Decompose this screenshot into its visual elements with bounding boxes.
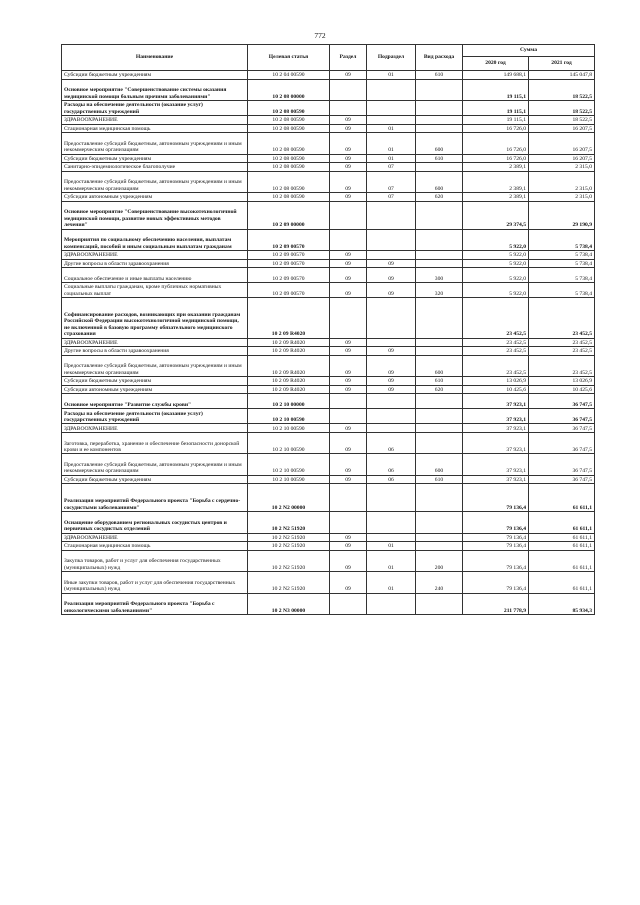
row-name-cell: Социальное обеспечение и иные выплаты населению xyxy=(62,268,248,283)
row-2021-cell: 16 207,5 xyxy=(529,133,595,154)
row-expense-type-cell xyxy=(416,298,463,339)
row-section-cell: 09 xyxy=(330,433,367,454)
row-2021-cell: 2 315,0 xyxy=(529,163,595,172)
row-2021-cell: 85 934,3 xyxy=(529,593,595,614)
row-name-cell: Субсидии бюджетным учреждениям xyxy=(62,377,248,386)
row-section-cell: 09 xyxy=(330,542,367,551)
row-2021-cell: 36 747,5 xyxy=(529,424,595,433)
row-expense-type-cell xyxy=(416,424,463,433)
row-section-cell: 09 xyxy=(330,124,367,133)
table-row xyxy=(62,385,595,394)
row-target-cell: 10 2 N2 51920 xyxy=(248,542,330,551)
table-row xyxy=(62,79,595,100)
row-2021-cell: 23 452,5 xyxy=(529,355,595,376)
row-name-cell: Стационарная медицинская помощь xyxy=(62,124,248,133)
row-2020-cell: 19 115,1 xyxy=(463,79,529,100)
header-target: Целевая статья xyxy=(248,45,330,71)
row-subsection-cell xyxy=(367,79,416,100)
row-name-cell: Мероприятия по социальному обеспечению населения, выплатам компенсаций, пособий и иным социальным выплатам гражданам xyxy=(62,229,248,250)
row-expense-type-cell: 320 xyxy=(416,283,463,298)
row-section-cell: 09 xyxy=(330,268,367,283)
row-name-cell: Закупка товаров, работ и услуг для обеспечения государственных (муниципальных) нужд xyxy=(62,550,248,571)
row-2021-cell: 2 315,0 xyxy=(529,193,595,202)
row-subsection-cell xyxy=(367,250,416,259)
row-section-cell xyxy=(330,593,367,614)
row-name-cell: Расходы на обеспечение деятельности (оказание услуг) государственных учреждений xyxy=(62,409,248,424)
row-subsection-cell: 06 xyxy=(367,475,416,484)
row-2020-cell: 5 922,0 xyxy=(463,283,529,298)
row-target-cell: 10 2 08 00000 xyxy=(248,79,330,100)
row-subsection-cell xyxy=(367,298,416,339)
table-row xyxy=(62,572,595,593)
row-expense-type-cell: 600 xyxy=(416,171,463,192)
row-name-cell: ЗДРАВООХРАНЕНИЕ xyxy=(62,338,248,347)
row-expense-type-cell xyxy=(416,250,463,259)
row-expense-type-cell xyxy=(416,115,463,124)
table-row xyxy=(62,259,595,268)
row-expense-type-cell xyxy=(416,433,463,454)
row-section-cell: 09 xyxy=(330,475,367,484)
row-2020-cell: 23 452,5 xyxy=(463,298,529,339)
row-2020-cell: 37 923,1 xyxy=(463,394,529,409)
row-name-cell: Предоставление субсидий бюджетным, автономным учреждениям и иным некоммерческим организациям xyxy=(62,133,248,154)
row-subsection-cell xyxy=(367,533,416,542)
row-2020-cell: 5 922,0 xyxy=(463,268,529,283)
header-name: Наименование xyxy=(62,45,248,71)
row-2020-cell: 79 136,4 xyxy=(463,542,529,551)
row-subsection-cell xyxy=(367,512,416,533)
row-expense-type-cell xyxy=(416,163,463,172)
row-subsection-cell: 09 xyxy=(367,385,416,394)
row-2020-cell: 79 136,4 xyxy=(463,572,529,593)
row-name-cell: Предоставление субсидий бюджетным, автономным учреждениям и иным некоммерческим организациям xyxy=(62,355,248,376)
row-subsection-cell: 06 xyxy=(367,433,416,454)
table-row xyxy=(62,484,595,512)
row-expense-type-cell xyxy=(416,229,463,250)
row-subsection-cell xyxy=(367,409,416,424)
row-expense-type-cell xyxy=(416,512,463,533)
page-number: 772 xyxy=(314,31,326,40)
row-expense-type-cell: 610 xyxy=(416,154,463,163)
row-name-cell: Оснащение оборудованием региональных сосудистых центров и первичных сосудистых отделений xyxy=(62,512,248,533)
row-2021-cell: 61 611,1 xyxy=(529,550,595,571)
row-subsection-cell: 07 xyxy=(367,193,416,202)
header-expense-type: Вид расхода xyxy=(416,45,463,71)
row-2021-cell: 61 611,1 xyxy=(529,484,595,512)
row-2021-cell: 61 611,1 xyxy=(529,533,595,542)
row-2021-cell: 18 522,5 xyxy=(529,79,595,100)
row-expense-type-cell xyxy=(416,409,463,424)
row-section-cell xyxy=(330,100,367,115)
table-row xyxy=(62,201,595,229)
table-row xyxy=(62,171,595,192)
row-2020-cell: 37 923,1 xyxy=(463,424,529,433)
row-expense-type-cell xyxy=(416,347,463,356)
row-expense-type-cell xyxy=(416,394,463,409)
row-subsection-cell: 09 xyxy=(367,347,416,356)
row-name-cell: Реализация мероприятий Федерального проекта "Борьба с онкологическими заболеваниями" xyxy=(62,593,248,614)
row-2021-cell: 16 207,5 xyxy=(529,124,595,133)
row-target-cell: 10 2 09 R4020 xyxy=(248,347,330,356)
header-2020: 2020 год xyxy=(463,57,529,71)
table-row xyxy=(62,424,595,433)
row-2020-cell: 29 374,5 xyxy=(463,201,529,229)
row-2021-cell: 5 738,4 xyxy=(529,229,595,250)
row-section-cell: 09 xyxy=(330,283,367,298)
row-2020-cell: 5 922,0 xyxy=(463,259,529,268)
table-row xyxy=(62,298,595,339)
row-subsection-cell: 09 xyxy=(367,268,416,283)
table-body xyxy=(62,71,595,615)
table-row xyxy=(62,394,595,409)
row-2020-cell: 5 922,0 xyxy=(463,229,529,250)
row-2020-cell: 79 136,4 xyxy=(463,512,529,533)
row-2021-cell: 36 747,5 xyxy=(529,409,595,424)
row-2020-cell: 19 115,1 xyxy=(463,115,529,124)
row-expense-type-cell: 300 xyxy=(416,268,463,283)
row-expense-type-cell xyxy=(416,201,463,229)
row-section-cell: 09 xyxy=(330,385,367,394)
row-2021-cell: 10 425,6 xyxy=(529,385,595,394)
row-2020-cell: 23 452,5 xyxy=(463,355,529,376)
row-2020-cell: 10 425,6 xyxy=(463,385,529,394)
row-expense-type-cell: 620 xyxy=(416,385,463,394)
table-row xyxy=(62,268,595,283)
row-name-cell: Основное мероприятие "Совершенствование системы оказания медицинской помощи больным прочими заболеваниями" xyxy=(62,79,248,100)
row-section-cell xyxy=(330,409,367,424)
row-2021-cell: 36 747,5 xyxy=(529,433,595,454)
row-subsection-cell xyxy=(367,593,416,614)
row-subsection-cell: 01 xyxy=(367,572,416,593)
row-2020-cell: 37 923,1 xyxy=(463,454,529,475)
row-subsection-cell: 01 xyxy=(367,154,416,163)
row-target-cell: 10 2 N2 51920 xyxy=(248,550,330,571)
row-2021-cell: 29 190,9 xyxy=(529,201,595,229)
table-row xyxy=(62,409,595,424)
row-target-cell: 10 2 08 00590 xyxy=(248,154,330,163)
row-2021-cell: 145 047,8 xyxy=(529,71,595,80)
row-name-cell: ЗДРАВООХРАНЕНИЕ xyxy=(62,424,248,433)
row-section-cell: 09 xyxy=(330,154,367,163)
header-2021: 2021 год xyxy=(529,57,595,71)
row-subsection-cell: 09 xyxy=(367,355,416,376)
table-row xyxy=(62,163,595,172)
row-2021-cell: 18 522,5 xyxy=(529,115,595,124)
row-2021-cell: 23 452,5 xyxy=(529,298,595,339)
table-row xyxy=(62,512,595,533)
row-section-cell: 09 xyxy=(330,533,367,542)
row-2020-cell: 23 452,5 xyxy=(463,338,529,347)
table-row xyxy=(62,124,595,133)
table-row xyxy=(62,542,595,551)
row-2020-cell: 5 922,0 xyxy=(463,250,529,259)
row-expense-type-cell xyxy=(416,100,463,115)
row-name-cell: Санитарно-эпидемиологическое благополучие xyxy=(62,163,248,172)
row-section-cell: 09 xyxy=(330,115,367,124)
row-2020-cell: 79 136,4 xyxy=(463,533,529,542)
table-row xyxy=(62,71,595,80)
row-target-cell: 10 2 09 00570 xyxy=(248,259,330,268)
row-target-cell: 10 2 09 R4020 xyxy=(248,298,330,339)
row-section-cell xyxy=(330,484,367,512)
table-row xyxy=(62,250,595,259)
row-section-cell: 09 xyxy=(330,355,367,376)
row-2021-cell: 5 738,4 xyxy=(529,259,595,268)
row-2021-cell: 18 522,5 xyxy=(529,100,595,115)
row-2021-cell: 5 738,4 xyxy=(529,268,595,283)
row-name-cell: Расходы на обеспечение деятельности (оказание услуг) государственных учреждений xyxy=(62,100,248,115)
row-2021-cell: 23 452,5 xyxy=(529,347,595,356)
table-row xyxy=(62,550,595,571)
row-expense-type-cell: 610 xyxy=(416,475,463,484)
row-subsection-cell: 01 xyxy=(367,124,416,133)
row-section-cell: 09 xyxy=(330,163,367,172)
row-expense-type-cell: 600 xyxy=(416,355,463,376)
row-section-cell xyxy=(330,394,367,409)
table-row xyxy=(62,115,595,124)
row-target-cell: 10 2 10 00590 xyxy=(248,454,330,475)
header-sum: Сумма xyxy=(463,45,595,57)
row-2020-cell: 37 923,1 xyxy=(463,409,529,424)
row-section-cell: 09 xyxy=(330,377,367,386)
row-2020-cell: 2 389,1 xyxy=(463,193,529,202)
row-2020-cell: 149 688,1 xyxy=(463,71,529,80)
budget-table xyxy=(61,44,595,615)
row-expense-type-cell: 610 xyxy=(416,71,463,80)
row-section-cell: 09 xyxy=(330,338,367,347)
row-target-cell: 10 2 09 00570 xyxy=(248,268,330,283)
row-name-cell: Предоставление субсидий бюджетным, автономным учреждениям и иным некоммерческим организациям xyxy=(62,454,248,475)
row-2021-cell: 5 738,4 xyxy=(529,283,595,298)
row-subsection-cell xyxy=(367,229,416,250)
row-section-cell: 09 xyxy=(330,250,367,259)
row-name-cell: Субсидии автономным учреждениям xyxy=(62,193,248,202)
row-2021-cell: 61 611,1 xyxy=(529,512,595,533)
row-target-cell: 10 2 08 00590 xyxy=(248,115,330,124)
row-expense-type-cell xyxy=(416,79,463,100)
row-section-cell: 09 xyxy=(330,259,367,268)
row-target-cell: 10 2 09 R4020 xyxy=(248,377,330,386)
row-subsection-cell: 01 xyxy=(367,550,416,571)
row-name-cell: Заготовка, переработка, хранение и обеспечение безопасности донорской крови и ее компонентов xyxy=(62,433,248,454)
row-target-cell: 10 2 10 00590 xyxy=(248,475,330,484)
row-subsection-cell xyxy=(367,100,416,115)
row-subsection-cell xyxy=(367,484,416,512)
row-2021-cell: 23 452,5 xyxy=(529,338,595,347)
row-name-cell: ЗДРАВООХРАНЕНИЕ xyxy=(62,250,248,259)
row-target-cell: 10 2 10 00590 xyxy=(248,424,330,433)
row-name-cell: Социальные выплаты гражданам, кроме публичных нормативных социальных выплат xyxy=(62,283,248,298)
row-name-cell: ЗДРАВООХРАНЕНИЕ xyxy=(62,115,248,124)
row-target-cell: 10 2 N2 51920 xyxy=(248,572,330,593)
table-row xyxy=(62,283,595,298)
row-subsection-cell: 01 xyxy=(367,133,416,154)
table-row xyxy=(62,355,595,376)
row-name-cell: Субсидии бюджетным учреждениям xyxy=(62,475,248,484)
row-section-cell xyxy=(330,298,367,339)
row-2021-cell: 36 747,5 xyxy=(529,454,595,475)
row-expense-type-cell: 200 xyxy=(416,550,463,571)
row-2020-cell: 16 726,0 xyxy=(463,124,529,133)
row-target-cell: 10 2 10 00000 xyxy=(248,394,330,409)
row-subsection-cell xyxy=(367,115,416,124)
row-expense-type-cell: 620 xyxy=(416,193,463,202)
table-row xyxy=(62,454,595,475)
table-row xyxy=(62,338,595,347)
row-subsection-cell: 01 xyxy=(367,71,416,80)
row-2020-cell: 37 923,1 xyxy=(463,475,529,484)
row-expense-type-cell xyxy=(416,124,463,133)
table-row xyxy=(62,533,595,542)
row-name-cell: Субсидии автономным учреждениям xyxy=(62,385,248,394)
row-expense-type-cell xyxy=(416,542,463,551)
table-row xyxy=(62,229,595,250)
row-name-cell: Реализация мероприятий Федерального проекта "Борьба с сердечно-сосудистыми заболеваниями" xyxy=(62,484,248,512)
row-subsection-cell: 09 xyxy=(367,377,416,386)
row-name-cell: Другие вопросы в области здравоохранения xyxy=(62,347,248,356)
row-target-cell: 10 2 08 00590 xyxy=(248,133,330,154)
row-expense-type-cell: 610 xyxy=(416,377,463,386)
row-section-cell: 09 xyxy=(330,193,367,202)
row-target-cell: 10 2 08 00590 xyxy=(248,163,330,172)
row-target-cell: 10 2 N2 00000 xyxy=(248,484,330,512)
row-target-cell: 10 2 10 00590 xyxy=(248,409,330,424)
row-target-cell: 10 2 10 00590 xyxy=(248,433,330,454)
row-target-cell: 10 2 09 R4020 xyxy=(248,355,330,376)
row-target-cell: 10 2 08 00590 xyxy=(248,100,330,115)
row-2020-cell: 16 726,0 xyxy=(463,154,529,163)
row-name-cell: Основное мероприятие "Совершенствование высокотехнологичной медицинской помощи, развитие новых эффективных методов лечения" xyxy=(62,201,248,229)
row-section-cell xyxy=(330,201,367,229)
row-target-cell: 10 2 N2 51920 xyxy=(248,512,330,533)
row-target-cell: 10 2 09 00000 xyxy=(248,201,330,229)
row-section-cell xyxy=(330,512,367,533)
table-row xyxy=(62,433,595,454)
row-name-cell: Софинансирование расходов, возникающих при оказании гражданам Российской Федерации высокотехнологичной медицинской помощи, не включенной в базовую программу обязательного медицинского страхования xyxy=(62,298,248,339)
table-row xyxy=(62,593,595,614)
row-section-cell: 09 xyxy=(330,454,367,475)
row-target-cell: 10 2 N2 51920 xyxy=(248,533,330,542)
row-subsection-cell xyxy=(367,394,416,409)
row-section-cell xyxy=(330,229,367,250)
row-name-cell: Предоставление субсидий бюджетным, автономным учреждениям и иным некоммерческим организациям xyxy=(62,171,248,192)
row-expense-type-cell: 600 xyxy=(416,133,463,154)
row-2021-cell: 2 315,0 xyxy=(529,171,595,192)
row-2021-cell: 61 611,1 xyxy=(529,542,595,551)
row-subsection-cell: 07 xyxy=(367,171,416,192)
row-target-cell: 10 2 09 00570 xyxy=(248,229,330,250)
row-subsection-cell: 06 xyxy=(367,454,416,475)
row-section-cell: 09 xyxy=(330,171,367,192)
table-row xyxy=(62,377,595,386)
row-expense-type-cell: 240 xyxy=(416,572,463,593)
row-name-cell: ЗДРАВООХРАНЕНИЕ xyxy=(62,533,248,542)
row-section-cell xyxy=(330,79,367,100)
row-name-cell: Субсидии бюджетным учреждениям xyxy=(62,71,248,80)
row-section-cell: 09 xyxy=(330,424,367,433)
row-2020-cell: 2 389,1 xyxy=(463,163,529,172)
row-target-cell: 10 2 08 00590 xyxy=(248,171,330,192)
row-2021-cell: 16 207,5 xyxy=(529,154,595,163)
row-2020-cell: 16 726,0 xyxy=(463,133,529,154)
table-row xyxy=(62,347,595,356)
row-2020-cell: 23 452,5 xyxy=(463,347,529,356)
row-target-cell: 10 2 09 00570 xyxy=(248,283,330,298)
row-section-cell: 09 xyxy=(330,550,367,571)
row-expense-type-cell xyxy=(416,533,463,542)
row-target-cell: 10 2 09 R4020 xyxy=(248,338,330,347)
row-2021-cell: 61 611,1 xyxy=(529,572,595,593)
header-section: Раздел xyxy=(330,45,367,71)
row-target-cell: 10 2 08 00590 xyxy=(248,193,330,202)
row-2020-cell: 19 115,1 xyxy=(463,100,529,115)
row-target-cell: 10 2 N3 00000 xyxy=(248,593,330,614)
row-subsection-cell xyxy=(367,338,416,347)
row-name-cell: Другие вопросы в области здравоохранения xyxy=(62,259,248,268)
row-2020-cell: 13 026,9 xyxy=(463,377,529,386)
header-subsection: Подраздел xyxy=(367,45,416,71)
row-subsection-cell: 01 xyxy=(367,542,416,551)
table-row xyxy=(62,475,595,484)
row-subsection-cell xyxy=(367,424,416,433)
row-2020-cell: 37 923,1 xyxy=(463,433,529,454)
row-name-cell: Стационарная медицинская помощь xyxy=(62,542,248,551)
row-target-cell: 10 2 09 R4020 xyxy=(248,385,330,394)
table-row xyxy=(62,133,595,154)
row-expense-type-cell xyxy=(416,259,463,268)
row-2021-cell: 13 026,9 xyxy=(529,377,595,386)
row-subsection-cell: 09 xyxy=(367,259,416,268)
table-row xyxy=(62,193,595,202)
row-expense-type-cell: 600 xyxy=(416,454,463,475)
row-2021-cell: 5 738,4 xyxy=(529,250,595,259)
row-2020-cell: 2 389,1 xyxy=(463,171,529,192)
row-subsection-cell: 07 xyxy=(367,163,416,172)
row-2021-cell: 36 747,5 xyxy=(529,475,595,484)
row-name-cell: Иные закупки товаров, работ и услуг для обеспечения государственных (муниципальных) нужд xyxy=(62,572,248,593)
row-target-cell: 10 2 08 00590 xyxy=(248,124,330,133)
row-2020-cell: 211 778,9 xyxy=(463,593,529,614)
row-expense-type-cell xyxy=(416,593,463,614)
row-name-cell: Субсидии бюджетным учреждениям xyxy=(62,154,248,163)
row-2020-cell: 79 136,4 xyxy=(463,550,529,571)
row-section-cell: 09 xyxy=(330,347,367,356)
row-section-cell: 09 xyxy=(330,71,367,80)
row-expense-type-cell xyxy=(416,338,463,347)
row-target-cell: 10 2 04 00590 xyxy=(248,71,330,80)
table-row xyxy=(62,100,595,115)
row-subsection-cell xyxy=(367,201,416,229)
row-subsection-cell: 09 xyxy=(367,283,416,298)
row-section-cell: 09 xyxy=(330,133,367,154)
row-2020-cell: 79 136,4 xyxy=(463,484,529,512)
row-expense-type-cell xyxy=(416,484,463,512)
row-name-cell: Основное мероприятие "Развитие службы крови" xyxy=(62,394,248,409)
row-2021-cell: 36 747,5 xyxy=(529,394,595,409)
row-target-cell: 10 2 09 00570 xyxy=(248,250,330,259)
table-row xyxy=(62,154,595,163)
row-section-cell: 09 xyxy=(330,572,367,593)
